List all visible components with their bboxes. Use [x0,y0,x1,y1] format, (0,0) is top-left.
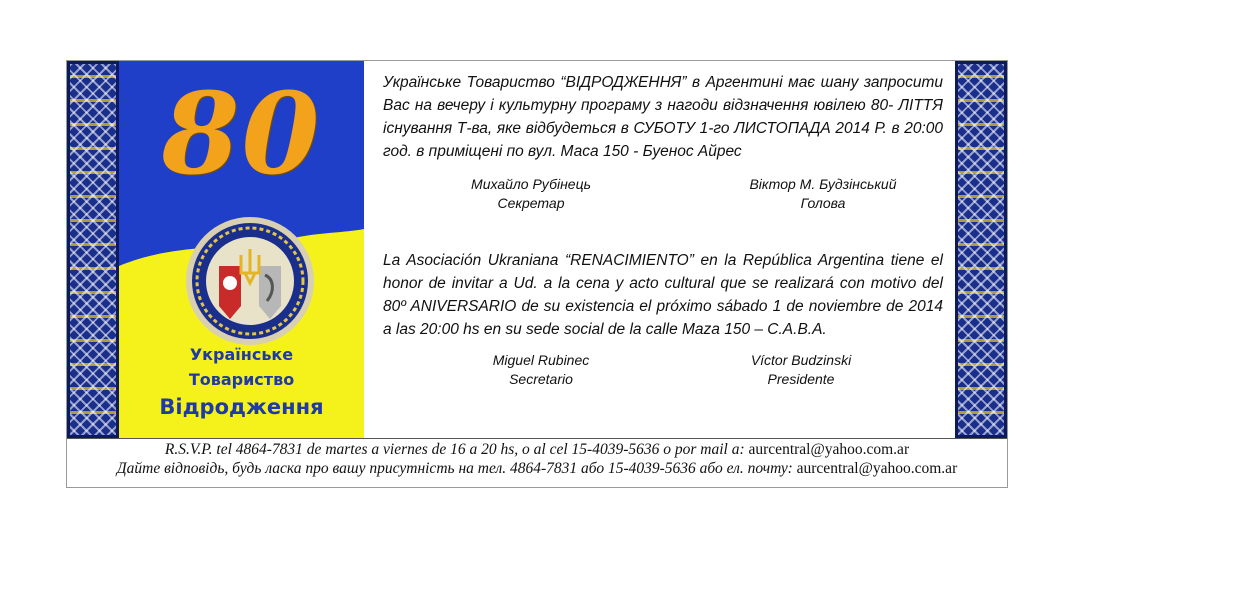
logo-panel [119,61,364,438]
anniversary-number: 80 [161,69,322,200]
signer-name: Віктор М. Будзінський [749,176,897,192]
footer-divider [67,438,1007,439]
signer-title: Голова [800,195,846,211]
invitation-card [66,60,1008,488]
signer-name: Miguel Rubinec [492,352,590,368]
signer-title: Presidente [767,371,835,387]
society-name-line2: Товариство [188,370,295,389]
rsvp-text: R.S.V.P. tel 4864-7831 de martes a viernes de 16 a 20 hs, o al cel 15-4039-5636 o por mail a: [164,441,745,458]
embroidery-border-left [67,61,119,438]
signature-president-ua [713,175,933,213]
signer-title: Secretario [509,371,573,387]
rsvp-ukrainian [67,460,1007,478]
society-name-line1: Українське [189,345,294,364]
rsvp-email-link[interactable]: aurcentral@yahoo.com.ar [748,441,910,458]
rsvp-text: Дайте відповідь, будь ласка про вашу присутність на тел. 4864-7831 або 15-4039-5636 або ел. почту: [116,460,793,477]
invitation-text-ukrainian: Українське Товариство “ВІДРОДЖЕННЯ” в Аргентині має шану запросити Вас на вечеру і культурну програму з нагоди відзначення ювілею 80- ЛІТТЯ існування Т-ва, яке відбудеться в СУБОТУ 1-го ЛИСТОПАДА 2014 Р. в 20:00 год. в приміщені по вул. Маса 150 - Буенос Айрес [383,74,943,160]
signature-president-es [691,351,911,389]
rsvp-spanish [67,441,1007,459]
signature-secretary-es [431,351,651,389]
embroidery-border-right [955,61,1007,438]
invitation-text-spanish: La Asociación Ukraniana “RENACIMIENTO” en la República Argentina tiene el honor de invitar a Ud. a la cena y acto cultural que se realizará con motivo del 80º ANIVERSARIO de su existencia el próximo sábado 1 de noviembre de 2014 a las 20:00 hs en su sede social de la calle Maza 150 – C.A.B.A. [383,252,943,338]
rsvp-email-link[interactable]: aurcentral@yahoo.com.ar [796,460,958,477]
society-name-line3: Відродження [159,395,324,419]
signer-name: Víctor Budzinski [750,352,852,368]
trident-emblem-icon [186,217,314,345]
signer-name: Михайло Рубінець [471,176,591,192]
signature-secretary-ua [421,175,641,213]
signer-title: Секретар [497,195,565,211]
